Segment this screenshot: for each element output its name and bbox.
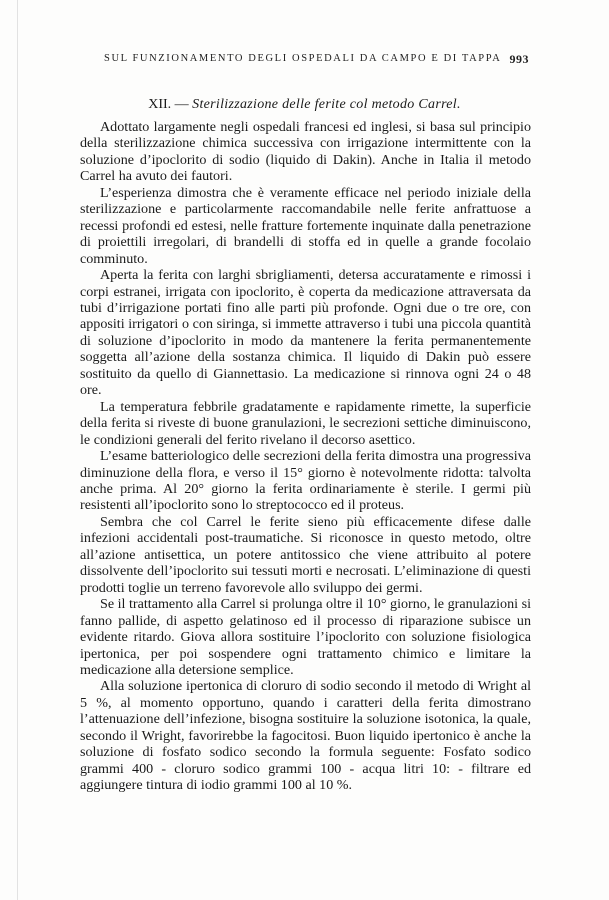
paragraph: Se il trattamento alla Carrel si prolunga oltre il 10° giorno, le granulazioni si fanno pallide, di aspetto gelatinoso ed il processo di riparazione subisce un evidente ritardo. Giova allora sostituire l’ipoclorito con soluzione fisiologica ipertonica, per poi sospendere ogni trattamento chimico e limitare la medicazione alla detersione semplice.: [80, 596, 531, 678]
running-head-title: SUL FUNZIONAMENTO DEGLI OSPEDALI DA CAMPO E DI TAPPA: [104, 53, 502, 64]
paragraph: Aperta la ferita con larghi sbrigliamenti, detersa accuratamente e rimossi i corpi estranei, irrigata con ipoclorito, è coperta da medicazione attraversata da tubi d’irrigazione portati fino alle parti più profonde. Ogni due o tre ore, con appositi irrigatori o con siringa, si immette attraverso i tubi una piccola quantità di soluzione d’ipoclorito in modo da mantenere la ferita permanentemente soggetta all’azione della sostanza chimica. Il liquido di Dakin può essere sostituito da quello di Giannettasio. La medicazione si rinnova ogni 24 o 48 ore.: [80, 267, 531, 399]
running-head: [104, 53, 529, 69]
paragraph: La temperatura febbrile gradatamente e rapidamente rimette, la superficie della ferita si riveste di buone granulazioni, le secrezioni settiche diminuiscono, le condizioni generali del ferito rivelano il decorso asettico.: [80, 398, 531, 448]
page-number: 993: [509, 52, 529, 66]
section-title: Sterilizzazione delle ferite col metodo Carrel.: [192, 97, 461, 112]
paragraph: L’esame batteriologico delle secrezioni della ferita dimostra una progressiva diminuzione della flora, e verso il 15° giorno è notevolmente ridotta: talvolta anche prima. Al 20° giorno la ferita ordinariamente è sterile. I germi più resistenti all’ipoclorito sono lo streptococco ed il proteus.: [80, 448, 531, 514]
paragraph: Alla soluzione ipertonica di cloruro di sodio secondo il metodo di Wright al 5 %, al momento opportuno, quando i caratteri della ferita dimostrano l’attenuazione dell’infezione, bisogna sostituire la soluzione isotonica, la quale, secondo il Wright, favorirebbe la fagocitosi. Buon liquido ipertonico è anche la soluzione di fosfato sodico secondo la formula seguente: Fosfato sodico grammi 400 - cloruro sodico grammi 100 - acqua litri 10: - filtrare ed aggiungere tintura di iodio grammi 100 al 10 %.: [80, 678, 531, 794]
body-text: [80, 119, 531, 794]
section-heading: [0, 97, 609, 113]
paragraph: L’esperienza dimostra che è veramente efficace nel periodo iniziale della sterilizzazione e particolarmente raccomandabile nelle ferite anfrattuose a recessi profondi ed estesi, nelle fratture fortemente inquinate dalla penetrazione di proiettili irregolari, di brandelli di stoffa ed in quelle a grande focolaio comminuto.: [80, 184, 531, 267]
page-edge-shadow: [17, 0, 18, 900]
paragraph: Adottato largamente negli ospedali francesi ed inglesi, si basa sul principio della sterilizzazione chimica successiva con irrigazione intermittente con la soluzione d’ipoclorito di sodio (liquido di Dakin). Anche in Italia il metodo Carrel ha avuto dei fautori.: [80, 119, 531, 185]
section-number: XII. —: [148, 97, 189, 112]
paragraph: Sembra che col Carrel le ferite sieno più efficacemente difese dalle infezioni accidentali post-traumatiche. Si riconosce in questo metodo, oltre all’azione antisettica, un potere antitossico che viene attribuito al potere dissolvente dell’ipoclorito sui tessuti morti e necrosati. L’eliminazione di questi prodotti toglie un terreno favorevole allo sviluppo dei germi.: [80, 513, 531, 596]
